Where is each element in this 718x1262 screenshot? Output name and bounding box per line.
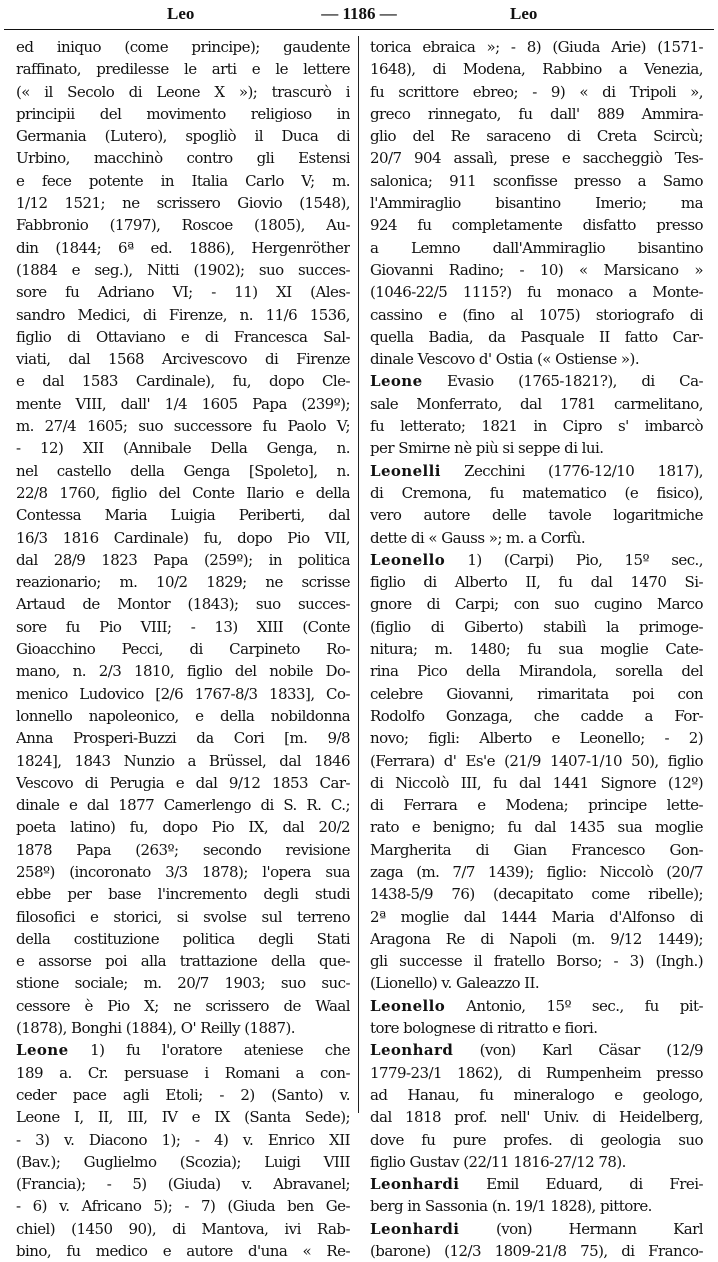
- header-left-keyword: Leo: [167, 4, 195, 23]
- line-text: Urbino, macchinò contro gli Estensi: [16, 149, 350, 168]
- column-divider: [358, 36, 359, 1113]
- text-line: [16, 750, 350, 772]
- text-line: [370, 527, 703, 549]
- text-line: [370, 393, 703, 415]
- text-line: [16, 1129, 350, 1151]
- line-text: salonica; 911 sconfisse presso a Samo: [370, 171, 703, 190]
- text-line: [16, 683, 350, 705]
- line-text: zaga (m. 7/7 1439); figlio: Niccolò (20/7: [370, 862, 703, 881]
- text-line: [16, 125, 350, 147]
- line-text: 1438-5/9 76) (decapitato come ribelle);: [370, 885, 703, 904]
- line-text: m. 27/4 1605; suo successore fu Paolo V;: [16, 417, 350, 436]
- line-text: sore fu Pio VIII; - 13) XIII (Conte: [16, 617, 350, 636]
- text-line: [370, 437, 703, 459]
- text-line: [370, 1106, 703, 1128]
- line-text: Anna Prosperi-Buzzi da Cori [m. 9/8: [16, 729, 350, 748]
- line-text: 1) (Carpi) Pio, 15º sec.,: [445, 550, 703, 569]
- line-text: 1/12 1521; ne scrissero Giovio (1548),: [16, 194, 350, 213]
- text-line: [370, 683, 703, 705]
- line-text: ceder pace agli Etoli; - 2) (Santo) v.: [16, 1085, 350, 1104]
- line-text: 16/3 1816 Cardinale) fu, dopo Pio VII,: [16, 528, 350, 547]
- text-line: [16, 861, 350, 883]
- text-line: [16, 593, 350, 615]
- text-line: [16, 883, 350, 905]
- line-text: vero autore delle tavole logaritmiche: [370, 506, 703, 525]
- text-line: [16, 482, 350, 504]
- line-text: Fabbronio (1797), Roscoe (1805), Au-: [16, 216, 350, 235]
- text-line: [16, 571, 350, 593]
- text-line: [370, 883, 703, 905]
- text-line: [16, 460, 350, 482]
- line-text: dal 1818 prof. nell' Univ. di Heidelberg,: [370, 1108, 703, 1127]
- text-line: [16, 393, 350, 415]
- line-text: lonnello napoleonico, e della nobildonna: [16, 706, 350, 725]
- text-line: [16, 772, 350, 794]
- line-text: Antonio, 15º sec., fu pit-: [445, 996, 703, 1015]
- entry-headword: Leonelli: [370, 461, 441, 480]
- line-text: Giovanni Radino; - 10) « Marsicano »: [370, 260, 703, 279]
- entry-headword: Leonhardi: [370, 1219, 460, 1238]
- text-line: [16, 415, 350, 437]
- line-text: di Ferrara e Modena; principe lette-: [370, 796, 703, 815]
- line-text: gnore di Carpi; con suo cugino Marco: [370, 595, 703, 614]
- text-line: [16, 1062, 350, 1084]
- line-text: cassino e (fino al 1075) storiografo di: [370, 305, 703, 324]
- text-line: [370, 660, 703, 682]
- line-text: (Lionello) v. Galeazzo II.: [370, 974, 540, 993]
- text-line: [370, 237, 703, 259]
- line-text: Leone I, II, III, IV e IX (Santa Sede);: [16, 1108, 350, 1127]
- text-line: [370, 794, 703, 816]
- line-text: nel castello della Genga [Spoleto], n.: [16, 461, 350, 480]
- text-line: [16, 504, 350, 526]
- text-line: [16, 1218, 350, 1240]
- line-text: per Smirne nè più si seppe di lui.: [370, 439, 604, 458]
- line-text: rato e benigno; fu dal 1435 sua moglie: [370, 818, 703, 837]
- line-text: nitura; m. 1480; fu sua moglie Cate-: [370, 640, 703, 659]
- line-text: sore fu Adriano VI; - 11) XI (Ales-: [16, 283, 350, 302]
- line-text: quella Badia, da Pasquale II fatto Car-: [370, 327, 703, 346]
- line-text: Vescovo di Perugia e dal 9/12 1853 Car-: [16, 773, 350, 792]
- line-text: (Francia); - 5) (Giuda) v. Abravanel;: [16, 1175, 350, 1194]
- entry-headword: Leonello: [370, 996, 446, 1015]
- line-text: chiel) (1450 90), di Mantova, ivi Rab-: [16, 1219, 350, 1238]
- line-text: torica ebraica »; - 8) (Giuda Arie) (1571-: [370, 38, 703, 56]
- entry-headword: Leonhard: [370, 1041, 454, 1060]
- text-line: [16, 81, 350, 103]
- line-text: 22/8 1760, figlio del Conte Ilario e della: [16, 483, 350, 502]
- text-line: [370, 415, 703, 437]
- line-text: e fece potente in Italia Carlo V; m.: [16, 171, 350, 190]
- line-text: fu scrittore ebreo; - 9) « di Tripoli »,: [370, 82, 703, 101]
- text-line: [370, 482, 703, 504]
- text-line: [16, 928, 350, 950]
- text-line: [16, 1084, 350, 1106]
- line-text: stione sociale; m. 20/7 1903; suo suc-: [16, 974, 350, 993]
- line-text: (1046-22/5 1115?) fu monaco a Monte-: [370, 283, 703, 302]
- text-line: [16, 616, 350, 638]
- line-text: figlio Gustav (22/11 1816-27/12 78).: [370, 1152, 626, 1171]
- text-line: [16, 192, 350, 214]
- text-line: [370, 1151, 703, 1173]
- page-number: — 1186 —: [321, 4, 397, 23]
- line-text: 1779-23/1 1862), di Rumpenheim presso: [370, 1063, 703, 1082]
- text-line: [16, 1173, 350, 1195]
- line-text: 1648), di Modena, Rabbino a Venezia,: [370, 60, 703, 79]
- text-line: [370, 81, 703, 103]
- line-text: Artaud de Montor (1843); suo succes-: [16, 595, 350, 614]
- line-text: dal 28/9 1823 Papa (259º); in politica: [16, 550, 350, 569]
- text-line: [370, 638, 703, 660]
- line-text: 1878 Papa (263º; secondo revisione: [16, 840, 350, 859]
- text-line: [16, 995, 350, 1017]
- text-line: [16, 348, 350, 370]
- text-line: [16, 237, 350, 259]
- line-text: fu letterato; 1821 in Cipro s' imbarcò: [370, 417, 703, 436]
- line-text: (Bav.); Guglielmo (Scozia); Luigi VIII: [16, 1152, 350, 1171]
- line-text: dove fu pure profes. di geologia suo: [370, 1130, 703, 1149]
- entry-start-line: [370, 995, 703, 1017]
- text-line: [16, 170, 350, 192]
- left-column: [16, 36, 350, 1262]
- line-text: - 12) XII (Annibale Della Genga, n.: [16, 439, 350, 458]
- text-line: [16, 58, 350, 80]
- line-text: Gioacchino Pecci, di Carpineto Ro-: [16, 640, 350, 659]
- text-line: [16, 281, 350, 303]
- line-text: di Niccolò III, fu dal 1441 Signore (12º): [370, 773, 703, 792]
- text-line: [370, 504, 703, 526]
- entry-headword: Leonhardi: [370, 1175, 460, 1194]
- entry-start-line: [370, 460, 703, 482]
- line-text: ebbe per base l'incremento degli studi: [16, 885, 350, 904]
- text-line: [16, 36, 350, 58]
- text-line: [16, 549, 350, 571]
- text-line: [370, 972, 703, 994]
- line-text: glio del Re saraceno di Creta Scircù;: [370, 127, 703, 146]
- text-line: [370, 58, 703, 80]
- line-text: di Cremona, fu matematico (e fisico),: [370, 483, 703, 502]
- line-text: reazionario; m. 10/2 1829; ne scrisse: [16, 573, 350, 592]
- line-text: (von) Hermann Karl: [459, 1219, 703, 1238]
- text-line: [370, 192, 703, 214]
- text-line: [16, 259, 350, 281]
- line-text: Zecchini (1776-12/10 1817),: [440, 461, 703, 480]
- text-line: [16, 437, 350, 459]
- text-line: [370, 861, 703, 883]
- line-text: rina Pico della Mirandola, sorella del: [370, 662, 703, 681]
- line-text: 1824], 1843 Nunzio a Brüssel, dal 1846: [16, 751, 350, 770]
- line-text: e assorse poi alla trattazione della que-: [16, 952, 350, 971]
- line-text: menico Ludovico [2/6 1767-8/3 1833], Co-: [16, 684, 350, 703]
- text-line: [16, 214, 350, 236]
- line-text: mano, n. 2/3 1810, figlio del nobile Do-: [16, 662, 350, 681]
- text-line: [370, 839, 703, 861]
- text-line: [16, 1151, 350, 1173]
- text-line: [370, 125, 703, 147]
- line-text: ad Hanau, fu mineralogo e geologo,: [370, 1085, 703, 1104]
- text-line: [16, 839, 350, 861]
- line-text: dinale Vescovo d' Ostia (« Ostiense »).: [370, 350, 640, 369]
- line-text: 189 a. Cr. persuase i Romani a con-: [16, 1063, 350, 1082]
- line-text: (barone) (12/3 1809-21/8 75), di Franco-: [370, 1242, 703, 1261]
- text-line: [16, 794, 350, 816]
- text-line: [370, 1195, 703, 1217]
- line-text: tore bolognese di ritratto e fiori.: [370, 1019, 598, 1038]
- text-line: [370, 214, 703, 236]
- text-line: [370, 1017, 703, 1039]
- text-line: [16, 950, 350, 972]
- text-line: [16, 1240, 350, 1262]
- line-text: Margherita di Gian Francesco Gon-: [370, 840, 703, 859]
- text-line: [370, 1129, 703, 1151]
- text-line: [370, 950, 703, 972]
- line-text: celebre Giovanni, rimaritata poi con: [370, 684, 703, 703]
- line-text: dinale e dal 1877 Camerlengo di S. R. C.;: [16, 796, 350, 815]
- line-text: din (1844; 6ª ed. 1886), Hergenröther: [16, 238, 350, 257]
- text-line: [16, 972, 350, 994]
- text-line: [370, 170, 703, 192]
- text-line: [16, 527, 350, 549]
- text-line: [16, 1195, 350, 1217]
- text-line: [16, 147, 350, 169]
- line-text: 1) fu l'oratore ateniese che: [68, 1041, 350, 1060]
- text-line: [370, 103, 703, 125]
- text-line: [16, 816, 350, 838]
- text-line: [16, 1017, 350, 1039]
- entry-start-line: [370, 1173, 703, 1195]
- line-text: - 6) v. Africano 5); - 7) (Giuda ben Ge-: [16, 1197, 350, 1216]
- line-text: figlio di Ottaviano e di Francesca Sal-: [16, 327, 350, 346]
- text-line: [16, 304, 350, 326]
- header-right-keyword: Leo: [510, 4, 538, 23]
- entry-start-line: [16, 1039, 350, 1061]
- line-text: cessore è Pio X; ne scrissero de Waal: [16, 996, 350, 1015]
- entry-headword: Leonello: [370, 550, 446, 569]
- line-text: 2ª moglie dal 1444 Maria d'Alfonso di: [370, 907, 703, 926]
- text-line: [16, 326, 350, 348]
- text-line: [370, 705, 703, 727]
- line-text: - 3) v. Diacono 1); - 4) v. Enrico XII: [16, 1130, 350, 1149]
- text-line: [370, 906, 703, 928]
- text-line: [370, 571, 703, 593]
- entry-start-line: [370, 549, 703, 571]
- entry-headword: Leone: [16, 1041, 69, 1060]
- line-text: sandro Medici, di Firenze, n. 11/6 1536,: [16, 305, 350, 324]
- text-line: [16, 906, 350, 928]
- line-text: 20/7 904 assalì, prese e saccheggiò Tes-: [370, 149, 703, 168]
- text-line: [16, 705, 350, 727]
- text-line: [370, 348, 703, 370]
- line-text: bino, fu medico e autore d'una « Re-: [16, 1242, 350, 1261]
- line-text: Aragona Re di Napoli (m. 9/12 1449);: [370, 929, 703, 948]
- line-text: (« il Secolo di Leone X »); trascurò i: [16, 82, 350, 101]
- line-text: Evasio (1765-1821?), di Ca-: [422, 372, 703, 391]
- line-text: gli successe il fratello Borso; - 3) (Ingh.): [370, 952, 703, 971]
- text-line: [370, 36, 703, 58]
- line-text: Germania (Lutero), spogliò il Duca di: [16, 127, 350, 146]
- line-text: a Lemno dall'Ammiraglio bisantino: [370, 238, 703, 257]
- line-text: Contessa Maria Luigia Periberti, dal: [16, 506, 350, 525]
- page-header: [0, 4, 718, 26]
- line-text: della costituzione politica degli Stati: [16, 929, 350, 948]
- line-text: l'Ammiraglio bisantino Imerio; ma: [370, 194, 703, 213]
- entry-start-line: [370, 1218, 703, 1240]
- text-line: [370, 750, 703, 772]
- text-line: [370, 816, 703, 838]
- line-text: (von) Karl Cäsar (12/9: [453, 1041, 703, 1060]
- line-text: 258º) (incoronato 3/3 1878); l'opera sua: [16, 862, 350, 881]
- line-text: (Ferrara) d' Es'e (21/9 1407-1/10 50), figlio: [370, 751, 703, 770]
- line-text: viati, dal 1568 Arcivescovo di Firenze: [16, 350, 350, 369]
- entry-headword: Leone: [370, 372, 423, 391]
- text-line: [16, 638, 350, 660]
- line-text: principii del movimento religioso in: [16, 104, 350, 123]
- line-text: filosofici e storici, si svolse sul terreno: [16, 907, 350, 926]
- line-text: poeta latino) fu, dopo Pio IX, dal 20/2: [16, 818, 350, 837]
- line-text: e dal 1583 Cardinale), fu, dopo Cle-: [16, 372, 350, 391]
- text-line: [370, 928, 703, 950]
- text-line: [16, 370, 350, 392]
- text-line: [370, 326, 703, 348]
- text-line: [16, 1106, 350, 1128]
- text-line: [16, 727, 350, 749]
- line-text: dette di « Gauss »; m. a Corfù.: [370, 528, 586, 547]
- text-line: [370, 259, 703, 281]
- text-line: [370, 147, 703, 169]
- entry-start-line: [370, 370, 703, 392]
- text-line: [370, 1240, 703, 1262]
- text-line: [370, 281, 703, 303]
- line-text: sale Monferrato, dal 1781 carmelitano,: [370, 394, 703, 413]
- text-line: [370, 593, 703, 615]
- entry-start-line: [370, 1039, 703, 1061]
- line-text: Emil Eduard, di Frei-: [459, 1175, 703, 1194]
- line-text: (figlio di Giberto) stabilì la primoge-: [370, 617, 703, 636]
- line-text: berg in Sassonia (n. 19/1 1828), pittore.: [370, 1197, 652, 1216]
- line-text: novo; figli: Alberto e Leonello; - 2): [370, 729, 703, 748]
- text-line: [370, 304, 703, 326]
- line-text: Rodolfo Gonzaga, che cadde a For-: [370, 706, 703, 725]
- text-line: [16, 660, 350, 682]
- right-column: [370, 36, 703, 1262]
- text-line: [370, 1084, 703, 1106]
- line-text: greco rinnegato, fu dall' 889 Ammira-: [370, 104, 703, 123]
- text-line: [370, 1062, 703, 1084]
- line-text: (1884 e seg.), Nitti (1902); suo succes-: [16, 260, 350, 279]
- line-text: raffinato, predilesse le arti e le lettere: [16, 60, 350, 79]
- line-text: figlio di Alberto II, fu dal 1470 Si-: [370, 573, 703, 592]
- text-line: [370, 772, 703, 794]
- line-text: (1878), Bonghi (1884), O' Reilly (1887).: [16, 1019, 296, 1038]
- line-text: mente VIII, dall' 1/4 1605 Papa (239º);: [16, 394, 350, 413]
- line-text: ed iniquo (come principe); gaudente: [16, 38, 350, 56]
- header-rule: [4, 29, 714, 30]
- line-text: 924 fu completamente disfatto presso: [370, 216, 703, 235]
- text-line: [370, 727, 703, 749]
- text-line: [370, 616, 703, 638]
- text-line: [16, 103, 350, 125]
